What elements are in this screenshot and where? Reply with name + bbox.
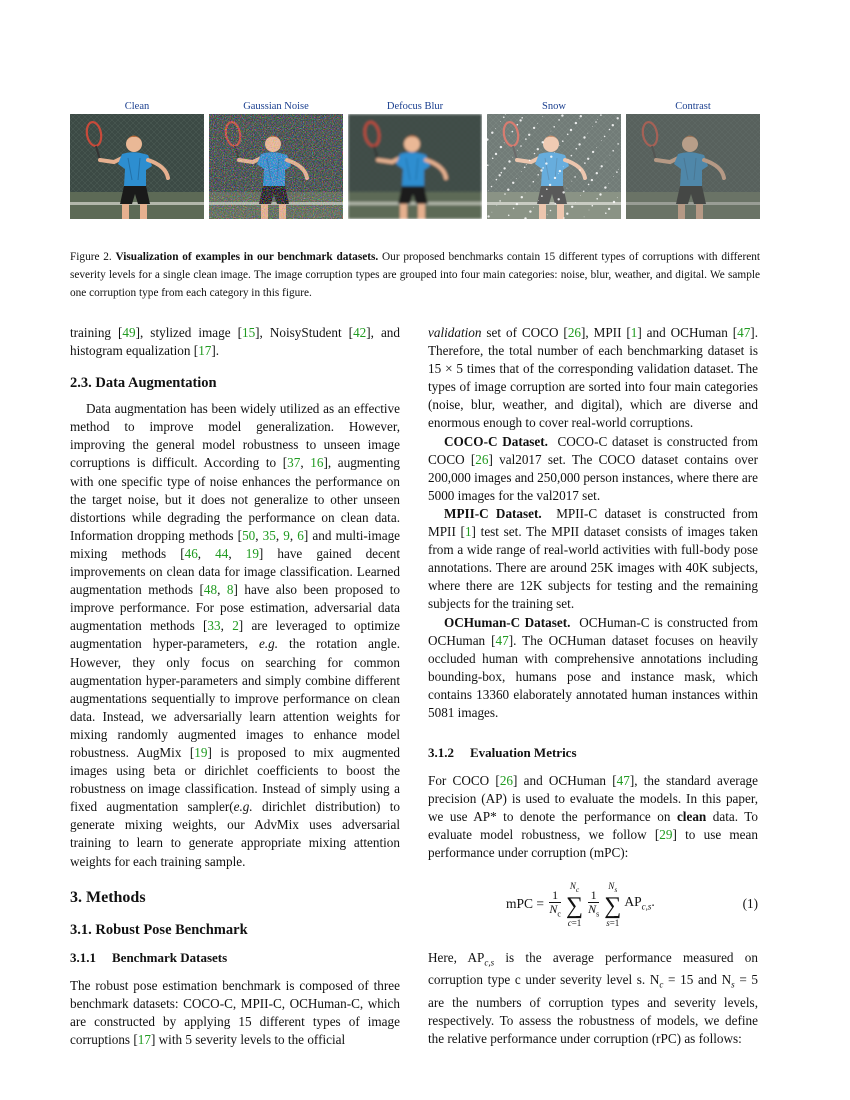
paragraph-validation: validation set of COCO [26], MPII [1] and OCHuman [47]. Therefore, the total number of each benchmarking dataset is 15 × 5 times that of the corresponding validation dataset. The types of image corruption are sorted into four main categories (noise, blur, weather, and digital), which are diverse and enormous enough to cover real-world corruptions. (428, 325, 758, 431)
figure-panel-blur (348, 100, 482, 219)
equation-mpc (428, 879, 758, 931)
paragraph-ochuman-c: OCHuman-C Dataset. OCHuman-C is constructed from OCHuman [47]. The OCHuman dataset focuses on heavily occluded human with comprehensive annotations including bounding-box, humans pose and instance mask, which contains 13360 elaborately annotated human instances within 5081 images. (428, 614, 758, 720)
citation-link[interactable]: 42 (353, 325, 367, 340)
right-column (428, 324, 758, 1048)
panel-label: Defocus Blur (386, 101, 444, 112)
citation-link[interactable]: 46 (184, 545, 198, 561)
citation-link[interactable]: 35 (262, 527, 276, 543)
citation-link[interactable]: 9 (283, 527, 290, 543)
equation-body: mPC = $\frac{1}{N_c}$ $N_c$ ∑ c=1 $\frac{1}{N_s}$ $N_s$ ∑ s=1 $AP_{c,s}$. (506, 880, 655, 929)
tennis-player-image (209, 114, 343, 219)
citation-link[interactable]: 26 (499, 773, 513, 789)
citation-link[interactable]: 6 (297, 527, 304, 543)
citation-link[interactable]: 48 (203, 582, 218, 598)
heading-benchmark-datasets: 3.1.1 Benchmark Datasets (70, 949, 228, 965)
figure-panel-noise (209, 100, 343, 219)
figure-caption (70, 248, 760, 302)
figure-2 (70, 100, 760, 219)
citation-link[interactable]: 47 (737, 325, 751, 340)
citation-link[interactable]: 19 (245, 545, 259, 561)
panel-label: Contrast (675, 101, 711, 112)
citation-link[interactable]: 26 (567, 325, 582, 340)
paragraph-after-equation: Here, $AP_{c,s}$ is the average performance measured on corruption type c under severity level s. $N_c = 15$ and $N_s = 5$ are the numbers of corruption types and severity levels, respectively. To assess the robustness of models, we define the relative performance under corruption (rPC) as follows: (428, 949, 759, 1047)
paragraph-data-augmentation: Data augmentation has been widely utilized as an effective method to improve model generalization. However, improving the general model robustness to unseen image corruptions is difficult. According to [37, 16], augmenting with one specific type of noise enhances the performance on the target noise, but it does not generalize to other unseen distortions while degrading the performance on clean data. Information dropping methods [50, 35, 9, 6] and multi-image mixing methods [46, 44, 19] have gained decent improvements on clean data for image classification. Learned augmentation methods [48, 8] have also been proposed to improve performance. For pose estimation, adversarial data augmentation methods [33, 2] are leveraged to optimize augmentation hyper-parameters, e.g. the rotation angle. However, they only focus on searching for common augmentation hyper-parameters and simply combine different augmentations sequentially to improve performance on clean data. Instead, we adversarially learn attention weights for mixing randomly augmented images to enhance model robustness. AugMix [19] is proposed to mix augmented images using beta or dirichlet coefficients to boost the robustness on image classification. Instead of simply using a fixed augmentation sampler(e.g. dirichlet distribution) to generate mixing weights, our AdvMix uses adversarial training to learn to generate appropriate mixing attention weights for each training sample. (70, 401, 401, 869)
caption-bold: Visualization of examples in our benchmark datasets. (115, 251, 379, 263)
citation-link[interactable]: 8 (226, 582, 234, 598)
heading-robust-pose-benchmark: 3.1. Robust Pose Benchmark (70, 921, 248, 938)
tennis-player-image (348, 114, 482, 219)
figure-panel-snow (487, 100, 621, 219)
citation-link[interactable]: 33 (207, 618, 221, 634)
citation-link[interactable]: 1 (464, 524, 472, 540)
equation-number: (1) (742, 896, 758, 912)
caption-prefix: Figure 2. (70, 251, 116, 263)
citation-link[interactable]: 44 (215, 545, 229, 561)
figure-panel-contrast (626, 100, 760, 219)
citation-link[interactable]: 19 (194, 744, 208, 760)
citation-link[interactable]: 17 (198, 343, 212, 359)
citation-link[interactable]: 47 (495, 632, 509, 648)
caption-rest: Our proposed benchmarks contain 15 different types of corruptions with different severity levels for a single clean image. The image corruption types are grouped into four main categories: noise, blur, weather, and digital. We sample one corruption type from each category in this figure. (70, 251, 761, 299)
heading-evaluation-metrics: 3.1.2 Evaluation Metrics (428, 745, 577, 761)
figure-panel-clean (70, 100, 204, 219)
citation-link[interactable]: 17 (137, 1031, 151, 1047)
paragraph-mpii-c: MPII-C Dataset. MPII-C dataset is constructed from MPII [1] test set. The MPII dataset consists of images taken from a wide range of real-world activities with full-body pose annotations. There are around 25K images with 40K subjects, where there are 12K subjects for testing and the remaining subjects for the training set. (428, 505, 758, 612)
paragraph-coco-c: COCO-C Dataset. COCO-C dataset is constructed from COCO [26] val2017 set. The COCO dataset contains over 200,000 images and 250,000 person instances, where there are 5000 images for the val2017 set. (428, 433, 758, 503)
citation-link[interactable]: 49 (122, 325, 136, 340)
panel-label: Clean (124, 101, 150, 112)
citation-link[interactable]: 26 (475, 451, 489, 467)
citation-link[interactable]: 2 (232, 618, 239, 634)
heading-data-augmentation: 2.3. Data Augmentation (70, 375, 217, 392)
figure-panels (70, 100, 760, 219)
tennis-player-image (487, 114, 621, 219)
citation-link[interactable]: 29 (659, 827, 673, 843)
paragraph-evaluation: For COCO [26] and OCHuman [47], the standard average precision (AP) is used to evaluate the models. In this paper, we use AP* to denote the performance on clean data. To evaluate model robustness, we follow [29] to use mean performance under corruption (mPC): (428, 773, 758, 861)
citation-link[interactable]: 16 (310, 455, 324, 471)
panel-label: Snow (542, 101, 566, 112)
paragraph-related-end: training [49], stylized image [15], NoisyStudent [42], and histogram equalization [17]. (70, 325, 400, 359)
citation-link[interactable]: 47 (616, 773, 630, 789)
tennis-player-image (70, 114, 204, 219)
citation-link[interactable]: 1 (630, 325, 638, 340)
citation-link[interactable]: 37 (287, 455, 301, 471)
citation-link[interactable]: 50 (242, 527, 256, 543)
tennis-player-image (626, 114, 760, 219)
panel-label: Gaussian Noise (243, 101, 309, 112)
paragraph-benchmark-datasets: The robust pose estimation benchmark is composed of three benchmark datasets: COCO-C, MPII-C, OCHuman-C, which are constructed by applying 15 different types of image corruptions [17] with 5 severity levels to the official (70, 977, 400, 1047)
citation-link[interactable]: 15 (241, 325, 256, 340)
left-column (70, 324, 400, 1049)
heading-methods: 3. Methods (70, 888, 146, 906)
